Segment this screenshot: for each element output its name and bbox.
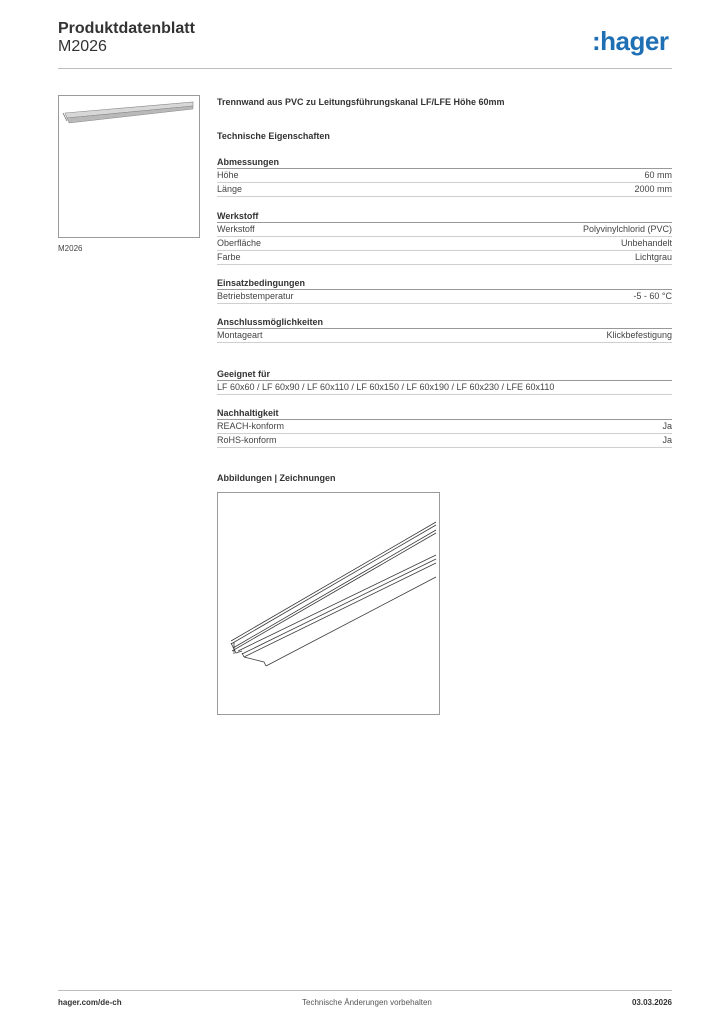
group-title: Anschlussmöglichkeiten	[217, 316, 672, 329]
row-label: Betriebstemperatur	[217, 291, 294, 301]
logo-text: hager	[600, 26, 669, 56]
row-label: LF 60x60 / LF 60x90 / LF 60x110 / LF 60x150 / LF 60x190 / LF 60x230 / LFE 60x110	[217, 382, 555, 392]
row-label: Montageart	[217, 330, 263, 340]
row-value: 60 mm	[644, 170, 672, 180]
row-value: Unbehandelt	[620, 238, 672, 248]
thumbnail-caption: M2026	[58, 244, 83, 253]
product-description: Trennwand aus PVC zu Leitungsführungskanal LF/LFE Höhe 60mm	[217, 97, 505, 107]
row-label: Farbe	[217, 252, 241, 262]
product-drawing	[217, 492, 440, 715]
row-label: Werkstoff	[217, 224, 255, 234]
group-title: Nachhaltigkeit	[217, 407, 672, 420]
document-title: Produktdatenblatt	[58, 20, 195, 37]
group-werkstoff	[217, 210, 672, 265]
group-geeignet-fuer	[217, 368, 672, 395]
footer-notice: Technische Änderungen vorbehalten	[302, 998, 432, 1007]
technical-properties-heading: Technische Eigenschaften	[217, 131, 330, 141]
row-label: REACH-konform	[217, 421, 285, 431]
table-row	[217, 223, 672, 237]
table-row	[217, 420, 672, 434]
group-title: Werkstoff	[217, 210, 672, 223]
footer-website-link[interactable]: hager.com/de-ch	[58, 998, 122, 1007]
row-value: Polyvinylchlorid (PVC)	[582, 224, 672, 234]
article-number: M2026	[58, 38, 107, 55]
footer-date: 03.03.2026	[631, 998, 672, 1007]
row-label: RoHS-konform	[217, 435, 277, 445]
header-divider	[58, 68, 672, 69]
divider-profile-icon	[59, 96, 199, 237]
row-value: Ja	[662, 435, 672, 445]
logo-colon-icon: :	[592, 26, 601, 56]
hager-logo[interactable]	[592, 26, 668, 56]
channel-divider-drawing-icon	[218, 493, 439, 714]
row-label: Höhe	[217, 170, 239, 180]
table-row	[217, 329, 672, 343]
group-title: Geeignet für	[217, 368, 672, 381]
row-value: 2000 mm	[634, 184, 672, 194]
group-einsatzbedingungen	[217, 277, 672, 304]
table-row	[217, 183, 672, 197]
group-title: Abmessungen	[217, 156, 672, 169]
group-abmessungen	[217, 156, 672, 197]
group-nachhaltigkeit	[217, 407, 672, 448]
group-anschlussmoeglichkeiten	[217, 316, 672, 343]
row-label: Oberfläche	[217, 238, 262, 248]
drawings-heading: Abbildungen | Zeichnungen	[217, 473, 336, 483]
row-value: Lichtgrau	[634, 252, 672, 262]
table-row	[217, 434, 672, 448]
group-title: Einsatzbedingungen	[217, 277, 672, 290]
table-row	[217, 251, 672, 265]
table-row	[217, 169, 672, 183]
row-value: Klickbefestigung	[606, 330, 672, 340]
row-value: Ja	[662, 421, 672, 431]
table-row	[217, 381, 672, 395]
row-label: Länge	[217, 184, 243, 194]
table-row	[217, 237, 672, 251]
product-thumbnail	[58, 95, 200, 238]
footer-divider	[58, 990, 672, 991]
table-row	[217, 290, 672, 304]
row-value: -5 - 60 °C	[633, 291, 672, 301]
